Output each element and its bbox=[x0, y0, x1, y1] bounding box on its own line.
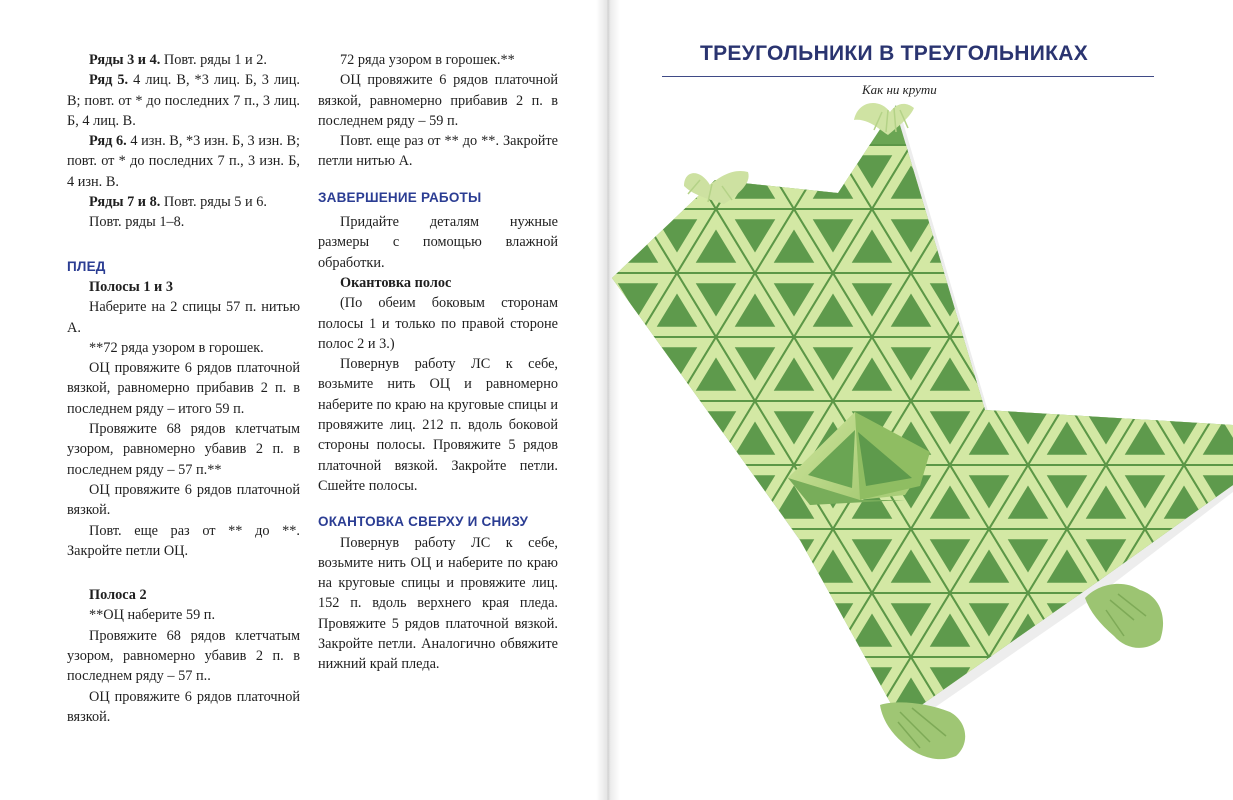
knit-triangle bbox=[1184, 785, 1233, 800]
knit-triangle bbox=[696, 667, 737, 700]
knit-triangle bbox=[1164, 229, 1205, 262]
knit-triangle bbox=[1086, 283, 1127, 316]
knit-triangle bbox=[606, 593, 677, 657]
knit-triangle bbox=[1184, 145, 1233, 209]
paragraph: ОЦ провяжите 6 рядов платочной вязкой, равномерно прибавив 2 п. в последнем ряду – 59 п. bbox=[318, 72, 558, 129]
knit-triangle bbox=[1008, 229, 1049, 262]
knit-triangle bbox=[606, 657, 677, 721]
knit-triangle bbox=[1203, 549, 1233, 582]
knit-triangle bbox=[1008, 741, 1049, 774]
knit-triangle bbox=[794, 657, 872, 721]
knit-triangle bbox=[735, 731, 776, 764]
knit-triangle bbox=[735, 549, 776, 582]
paragraph: (По обеим боковым сторонам полосы 1 и только по правой стороне полос 2 и 3.) bbox=[318, 295, 558, 352]
knit-triangle bbox=[606, 731, 619, 764]
knit-triangle bbox=[638, 401, 716, 465]
section-heading-top-bottom: ОКАНТОВКА СВЕРХУ И СНИЗУ bbox=[318, 514, 529, 530]
knit-triangle bbox=[638, 657, 716, 721]
knit-triangle bbox=[606, 145, 638, 209]
knit-triangle bbox=[696, 795, 737, 800]
rows-label: Ряды 7 и 8. bbox=[89, 194, 161, 211]
knit-triangle bbox=[1145, 657, 1223, 721]
section-heading-pled: ПЛЕД bbox=[67, 258, 106, 274]
knit-triangle bbox=[657, 421, 698, 454]
paragraph: **ОЦ наберите 59 п. bbox=[89, 607, 216, 624]
subheading-strip-2: Полоса 2 bbox=[89, 587, 147, 604]
knit-triangle bbox=[638, 529, 716, 593]
knit-triangle bbox=[657, 549, 698, 582]
knit-triangle bbox=[696, 485, 737, 518]
knit-triangle bbox=[606, 347, 619, 380]
knit-triangle bbox=[1106, 273, 1184, 337]
left-column-1 bbox=[67, 50, 300, 727]
knit-triangle bbox=[1164, 357, 1205, 390]
knit-triangle bbox=[677, 465, 755, 529]
knit-triangle bbox=[716, 593, 794, 657]
knit-triangle bbox=[930, 155, 971, 188]
knit-triangle bbox=[1047, 219, 1088, 252]
subheading-edging: Окантовка полос bbox=[340, 274, 452, 291]
knit-triangle bbox=[1184, 657, 1233, 721]
knit-triangle bbox=[950, 145, 1028, 209]
knit-triangle bbox=[1008, 357, 1049, 390]
knit-triangle bbox=[852, 795, 893, 800]
title-underline bbox=[662, 76, 1154, 77]
rows-text: Повт. ряды 1 и 2. bbox=[160, 52, 267, 68]
paragraph: Повт. еще раз от ** до **. Закройте петли ОЦ. bbox=[67, 522, 300, 559]
knit-triangle bbox=[606, 657, 638, 721]
knit-triangle bbox=[1223, 529, 1233, 593]
knit-triangle bbox=[794, 721, 872, 785]
knit-triangle bbox=[1203, 731, 1233, 764]
knit-triangle bbox=[618, 667, 659, 700]
knit-triangle bbox=[1067, 337, 1145, 401]
knit-triangle bbox=[1067, 209, 1145, 273]
knit-triangle bbox=[774, 155, 815, 188]
paragraph: Повернув работу ЛС к себе, возьмите нить ОЦ и равномерно наберите по краю на круговые спицы и провяжите лиц. 212 п. вдоль боковой стороны полосы. Провяжите 5 рядов платочной вязкой. Закройте петли. Сшейте полосы. bbox=[318, 356, 558, 494]
knit-triangle bbox=[696, 741, 737, 774]
knit-triangle bbox=[606, 721, 638, 785]
knit-triangle bbox=[677, 593, 755, 657]
knit-triangle bbox=[716, 721, 794, 785]
knit-triangle bbox=[1067, 145, 1145, 209]
knit-triangle bbox=[606, 401, 638, 465]
knit-triangle bbox=[1106, 337, 1184, 401]
knit-triangle bbox=[1184, 273, 1233, 337]
knit-triangle bbox=[618, 539, 659, 572]
knit-triangle bbox=[606, 721, 677, 785]
knit-triangle bbox=[606, 401, 677, 465]
knit-triangle bbox=[1223, 273, 1233, 337]
knit-triangle bbox=[606, 421, 619, 454]
knit-triangle bbox=[618, 411, 659, 444]
knit-triangle bbox=[1223, 721, 1233, 785]
subheading-strips-1-3: Полосы 1 и 3 bbox=[89, 278, 174, 295]
knit-triangle bbox=[1164, 741, 1205, 774]
knit-triangle bbox=[1106, 657, 1184, 721]
knit-triangle bbox=[1008, 667, 1049, 700]
knit-triangle bbox=[1125, 731, 1166, 764]
knit-triangle bbox=[969, 165, 1010, 198]
knit-triangle bbox=[1125, 219, 1166, 252]
knit-triangle bbox=[1086, 741, 1127, 774]
rows-label: Ряд 6. bbox=[89, 133, 127, 150]
knit-triangle bbox=[618, 795, 659, 800]
knit-triangle bbox=[606, 465, 638, 529]
knit-triangle bbox=[1203, 603, 1233, 636]
page-title: ТРЕУГОЛЬНИКИ В ТРЕУГОЛЬНИКАХ bbox=[700, 42, 1088, 65]
knit-triangle bbox=[696, 613, 737, 646]
knit-triangle bbox=[989, 273, 1067, 337]
knit-triangle bbox=[1223, 209, 1233, 273]
knit-triangle bbox=[969, 731, 1010, 764]
rows-text: Повт. ряды 1–8. bbox=[89, 214, 185, 231]
knit-triangle bbox=[1203, 219, 1233, 252]
knit-triangle bbox=[618, 357, 659, 390]
knit-triangle bbox=[774, 741, 815, 774]
knit-triangle bbox=[606, 337, 638, 401]
knit-triangle bbox=[755, 593, 833, 657]
knit-triangle bbox=[1184, 529, 1233, 593]
knit-triangle bbox=[716, 785, 794, 800]
left-column-2 bbox=[318, 50, 558, 675]
knit-triangle bbox=[1145, 337, 1223, 401]
knit-triangle bbox=[794, 785, 872, 800]
knit-triangle bbox=[1145, 785, 1223, 800]
knit-triangle bbox=[1184, 721, 1233, 785]
knit-triangle bbox=[638, 721, 716, 785]
knit-triangle bbox=[606, 785, 638, 800]
knit-triangle bbox=[606, 465, 677, 529]
knit-triangle bbox=[833, 785, 911, 800]
knit-triangle bbox=[1184, 209, 1233, 273]
knit-triangle bbox=[774, 795, 815, 800]
knit-triangle bbox=[950, 209, 1028, 273]
knit-triangle bbox=[606, 219, 619, 252]
knit-triangle bbox=[1008, 283, 1049, 316]
paragraph: 72 ряда узором в горошек.** bbox=[340, 52, 515, 68]
rows-label: Ряд 5. bbox=[89, 72, 129, 89]
rows-text: 4 изн. В, *3 изн. Б, 3 изн. В; повт. от * до последних 7 п., 3 изн. Б, 4 изн. В. bbox=[67, 133, 300, 190]
knit-triangle bbox=[1223, 657, 1233, 721]
knit-triangle bbox=[989, 721, 1067, 785]
knit-triangle bbox=[1067, 273, 1145, 337]
paragraph: Провяжите 68 рядов клетчатым узором, равномерно убавив 2 п. в последнем ряду – 57 п.** bbox=[67, 421, 300, 478]
knit-triangle bbox=[1125, 677, 1166, 710]
knit-triangle bbox=[872, 785, 950, 800]
knit-triangle bbox=[1047, 293, 1088, 326]
knit-triangle bbox=[1145, 273, 1223, 337]
knit-triangle bbox=[1047, 731, 1088, 764]
paragraph: ОЦ провяжите 6 рядов платочной вязкой. bbox=[67, 481, 300, 519]
knit-triangle bbox=[606, 785, 677, 800]
knit-triangle bbox=[1203, 677, 1233, 710]
knit-triangle bbox=[852, 741, 893, 774]
knit-triangle bbox=[735, 677, 776, 710]
knit-triangle bbox=[1028, 721, 1106, 785]
knit-triangle bbox=[969, 219, 1010, 252]
knit-triangle bbox=[618, 485, 659, 518]
knit-triangle bbox=[618, 155, 659, 188]
knit-triangle bbox=[774, 667, 815, 700]
rows-text: 4 лиц. В, *3 лиц. Б, 3 лиц. В; повт. от * до последних 7 п., 3 лиц. Б, 4 лиц. В. bbox=[67, 72, 300, 129]
knit-triangle bbox=[1184, 337, 1233, 401]
knit-triangle bbox=[1067, 721, 1145, 785]
tassel-icon bbox=[1085, 584, 1163, 648]
page-subtitle: Как ни крути bbox=[862, 82, 937, 97]
knit-triangle bbox=[606, 677, 619, 710]
knit-triangle bbox=[657, 731, 698, 764]
knit-triangle bbox=[606, 529, 638, 593]
knit-triangle bbox=[1086, 229, 1127, 262]
knit-triangle bbox=[606, 145, 677, 209]
knit-triangle bbox=[1145, 721, 1223, 785]
paragraph: Придайте деталям нужные размеры с помощью влажной обработки. bbox=[318, 214, 558, 271]
knit-triangle bbox=[677, 721, 755, 785]
knit-triangle bbox=[1106, 145, 1184, 209]
knit-triangle bbox=[1164, 667, 1205, 700]
knit-triangle bbox=[1164, 613, 1205, 646]
knit-triangle bbox=[677, 529, 755, 593]
knit-triangle bbox=[638, 145, 716, 209]
knit-triangle bbox=[1067, 785, 1145, 800]
knit-triangle bbox=[1008, 795, 1049, 800]
knit-triangle bbox=[606, 165, 619, 198]
knit-triangle bbox=[774, 613, 815, 646]
knit-triangle bbox=[1164, 795, 1205, 800]
knit-triangle bbox=[1223, 145, 1233, 209]
paragraph: ОЦ провяжите 6 рядов платочной вязкой, равномерно прибавив 2 п. в последнем ряду – итого 59 п. bbox=[67, 360, 300, 417]
knit-triangle bbox=[1203, 293, 1233, 326]
knit-triangle bbox=[1028, 785, 1106, 800]
knit-triangle bbox=[1203, 165, 1233, 198]
paragraph: Повт. еще раз от ** до **. Закройте петли нитью А. bbox=[318, 133, 558, 170]
knit-triangle bbox=[1106, 209, 1184, 273]
knit-triangle bbox=[696, 539, 737, 572]
rows-label: Ряды 3 и 4. bbox=[89, 52, 161, 68]
knit-triangle bbox=[606, 293, 619, 326]
knit-triangle bbox=[716, 657, 794, 721]
knit-triangle bbox=[1028, 273, 1106, 337]
knitted-triangle-blanket-photo bbox=[606, 90, 1233, 800]
knit-triangle bbox=[1145, 145, 1223, 209]
knit-triangle bbox=[1223, 593, 1233, 657]
knit-triangle bbox=[735, 603, 776, 636]
knit-triangle bbox=[677, 657, 755, 721]
knit-triangle bbox=[1164, 155, 1205, 188]
knit-triangle bbox=[1223, 337, 1233, 401]
knit-triangle bbox=[950, 785, 1028, 800]
knit-triangle bbox=[1086, 155, 1127, 188]
knit-triangle bbox=[1145, 209, 1223, 273]
knit-triangle bbox=[1028, 337, 1106, 401]
knit-triangle bbox=[1028, 209, 1106, 273]
knit-triangle bbox=[989, 785, 1067, 800]
knit-triangle bbox=[1106, 721, 1184, 785]
knit-triangle bbox=[1184, 593, 1233, 657]
knit-triangle bbox=[638, 785, 716, 800]
knit-triangle bbox=[1164, 283, 1205, 316]
knit-triangle bbox=[1086, 357, 1127, 390]
knit-triangle bbox=[755, 721, 833, 785]
knit-triangle bbox=[813, 677, 854, 710]
knit-triangle bbox=[1028, 657, 1106, 721]
knit-triangle bbox=[989, 657, 1067, 721]
knit-triangle bbox=[716, 529, 794, 593]
paragraph: ОЦ провяжите 6 рядов платочной вязкой. bbox=[67, 688, 300, 725]
knit-triangle bbox=[1203, 347, 1233, 380]
knit-triangle bbox=[1047, 165, 1088, 198]
knit-triangle bbox=[1047, 677, 1088, 710]
paragraph: **72 ряда узором в горошек. bbox=[89, 339, 264, 356]
knit-triangle bbox=[1125, 347, 1166, 380]
knit-triangle bbox=[969, 677, 1010, 710]
knit-triangle bbox=[1125, 165, 1166, 198]
knit-triangle bbox=[606, 593, 638, 657]
paragraph: Наберите на 2 спицы 57 п. нитью А. bbox=[67, 299, 300, 336]
knit-triangle bbox=[1145, 529, 1223, 593]
knit-triangle bbox=[1086, 667, 1127, 700]
knit-triangle bbox=[1047, 347, 1088, 380]
knit-triangle bbox=[1067, 657, 1145, 721]
knit-triangle bbox=[657, 603, 698, 636]
knit-triangle bbox=[813, 731, 854, 764]
knit-triangle bbox=[1086, 795, 1127, 800]
knit-triangle bbox=[989, 337, 1067, 401]
knit-triangle bbox=[1125, 293, 1166, 326]
knit-triangle bbox=[606, 475, 619, 508]
knit-triangle bbox=[606, 603, 619, 636]
knit-triangle bbox=[606, 529, 677, 593]
knit-triangle bbox=[969, 293, 1010, 326]
paragraph: Провяжите 68 рядов клетчатым узором, равномерно убавив 2 п. в последнем ряду – 57 п.. bbox=[67, 627, 300, 685]
knit-triangle bbox=[911, 785, 989, 800]
knit-triangle bbox=[755, 785, 833, 800]
knit-triangle bbox=[638, 593, 716, 657]
knit-triangle bbox=[638, 465, 716, 529]
knit-triangle bbox=[1106, 785, 1184, 800]
knit-triangle bbox=[657, 475, 698, 508]
knit-triangle bbox=[755, 657, 833, 721]
paragraph: Повернув работу ЛС к себе, возьмите нить ОЦ и наберите по краю на круговые спицы и провяжите лиц. 152 п. вдоль верхнего края пледа. Провяжите 5 рядов платочной вязкой. Закройте петли. Аналогично обвяжите нижний край пледа. bbox=[318, 534, 558, 673]
left-page bbox=[0, 0, 606, 800]
section-heading-finish: ЗАВЕРШЕНИЕ РАБОТЫ bbox=[318, 189, 482, 205]
knit-triangle bbox=[1008, 155, 1049, 188]
knit-triangle bbox=[989, 145, 1067, 209]
knit-triangle bbox=[657, 677, 698, 710]
knit-triangle bbox=[677, 785, 755, 800]
knit-triangle bbox=[989, 209, 1067, 273]
tassel-icon bbox=[880, 702, 965, 759]
knit-triangle bbox=[1223, 785, 1233, 800]
knit-triangle bbox=[1028, 145, 1106, 209]
knit-triangle bbox=[930, 795, 971, 800]
knit-triangle bbox=[618, 741, 659, 774]
rows-text: Повт. ряды 5 и 6. bbox=[160, 194, 267, 211]
knit-triangle bbox=[774, 539, 815, 572]
knit-triangle bbox=[606, 549, 619, 582]
knit-triangle bbox=[618, 613, 659, 646]
knit-triangle bbox=[1164, 539, 1205, 572]
